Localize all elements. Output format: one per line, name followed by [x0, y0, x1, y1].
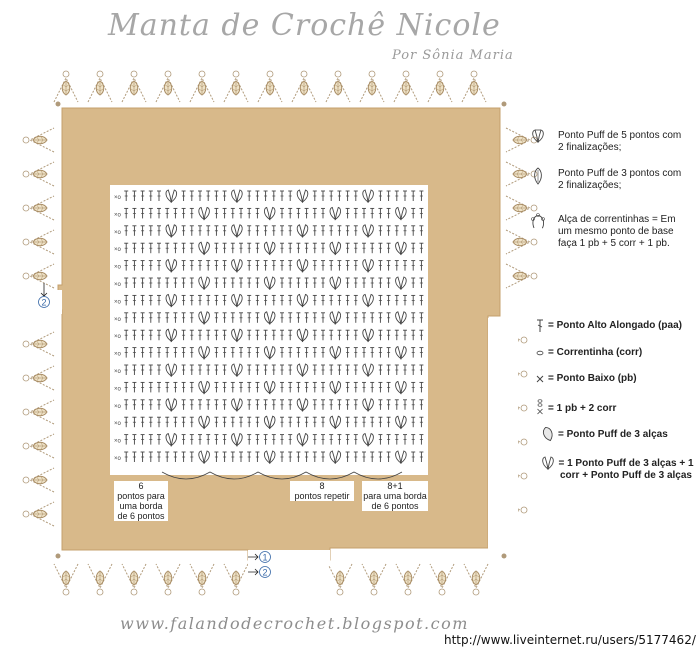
long-treble-icon — [537, 320, 543, 332]
lace-motif — [360, 71, 384, 102]
lace-motif — [506, 264, 537, 288]
legend-item-puff-3-loops: = Ponto Puff de 3 alças — [558, 429, 668, 440]
sc-stitch-mark: ×o — [114, 282, 121, 288]
note-right-text: para uma borda de 6 pontos — [363, 491, 427, 511]
lace-motif — [224, 564, 248, 595]
lace-motif — [506, 230, 537, 254]
lace-motif — [23, 162, 54, 186]
frame-notch-right — [488, 318, 518, 550]
source-url: http://www.liveinternet.ru/users/5177462/ — [444, 633, 696, 647]
sc-stitch-mark: ×o — [114, 316, 121, 323]
lace-motif — [428, 71, 452, 102]
lace-motif — [190, 564, 214, 595]
lace-motif — [23, 468, 54, 492]
note-right — [362, 481, 428, 511]
lace-motif — [506, 162, 537, 186]
lace-motif — [88, 71, 112, 102]
sc-stitch-mark: ×o — [114, 438, 121, 445]
marker-label-2-left: 2 — [41, 297, 47, 308]
sc-stitch-mark: ×o — [114, 386, 121, 393]
lace-motif — [394, 71, 418, 102]
legend-item-long-treble: = Ponto Alto Alongado (paa) — [548, 320, 682, 331]
lace-motif — [292, 71, 316, 102]
corner-picot — [56, 554, 61, 559]
puff-3-stitch-icon — [535, 168, 542, 184]
lace-motif — [328, 564, 352, 595]
lace-motif — [326, 71, 350, 102]
lace-motif — [88, 564, 112, 595]
lace-motif — [54, 564, 78, 595]
arrow-down-icon — [41, 283, 47, 296]
corner-picot — [502, 102, 507, 107]
lace-motif — [23, 400, 54, 424]
single-crochet-icon — [537, 376, 543, 382]
lace-motif — [430, 564, 454, 595]
sc-stitch-mark: ×o — [114, 334, 121, 341]
legend-item-puff-3: Ponto Puff de 3 pontos com 2 finalizações; — [558, 168, 682, 191]
corner-picot — [502, 554, 507, 559]
note-left-text: pontos para uma borda de 6 pontos — [117, 491, 165, 521]
sc-2ch-icon — [538, 400, 543, 414]
lace-motif — [464, 564, 488, 595]
lace-motif — [362, 564, 386, 595]
legend-item-chain-loop: Alça de correntinhas = Em um mesmo ponto de base faça 1 pb + 5 corr + 1 pb. — [558, 214, 676, 249]
sc-stitch-mark: ×o — [114, 369, 121, 375]
lace-motif — [190, 71, 214, 102]
blog-watermark: www.falandodecrochet.blogspot.com — [120, 614, 469, 633]
legend-item-double-puff: = 1 Ponto Puff de 3 alças + 1 corr + Ponto Puff de 3 alças — [558, 458, 694, 481]
note-left-count: 6 — [138, 481, 144, 491]
diagram-title: Manta de Crochê Nicole — [108, 8, 501, 43]
lace-motif — [23, 264, 54, 288]
puff-5-stitch-icon — [533, 130, 544, 142]
note-middle-text: pontos repetir — [294, 491, 350, 501]
legend-item-sc-2ch: = 1 pb + 2 corr — [548, 403, 617, 414]
sc-stitch-mark: ×o — [114, 351, 121, 358]
double-puff-icon — [543, 457, 554, 469]
note-middle — [290, 481, 354, 501]
sc-stitch-mark: ×o — [114, 229, 121, 236]
lace-motif — [156, 71, 180, 102]
legend-item-chain: = Correntinha (corr) — [548, 347, 643, 358]
author-credit: Por Sônia Maria — [392, 48, 514, 63]
marker-label-1: 1 — [262, 552, 268, 563]
lace-motif — [54, 71, 78, 102]
sc-stitch-mark: ×o — [114, 195, 121, 201]
legend-item-puff-5: Ponto Puff de 5 pontos com 2 finalizações; — [558, 130, 682, 153]
lace-motif — [23, 196, 54, 220]
sc-stitch-mark: ×o — [114, 403, 121, 410]
chain-icon — [537, 351, 543, 355]
note-left — [114, 481, 168, 521]
lace-motif — [506, 196, 537, 220]
legend-item-single-crochet: = Ponto Baixo (pb) — [548, 373, 637, 384]
sc-stitch-mark: ×o — [114, 247, 121, 254]
lace-motif — [156, 564, 180, 595]
sc-stitch-mark: ×o — [114, 299, 121, 306]
sc-stitch-mark: ×o — [114, 456, 121, 462]
lace-motif — [23, 230, 54, 254]
lace-motif — [122, 564, 146, 595]
sc-stitch-mark: ×o — [114, 421, 121, 428]
chain-loop-icon — [532, 214, 545, 229]
note-right-count: 8+1 — [387, 481, 403, 491]
sc-stitch-mark: ×o — [114, 264, 121, 271]
lace-motif — [506, 128, 537, 152]
lace-motif — [224, 71, 248, 102]
lace-motif — [258, 71, 282, 102]
lace-motif — [462, 71, 486, 102]
lace-motif — [122, 71, 146, 102]
lace-motif — [23, 128, 54, 152]
sc-stitch-mark: ×o — [114, 212, 121, 219]
lace-motif — [23, 332, 54, 356]
arrow-right-icon — [248, 569, 258, 575]
lace-motif — [23, 434, 54, 458]
lace-motif — [23, 502, 54, 526]
corner-picot — [56, 102, 61, 107]
note-middle-count: 8 — [319, 481, 325, 491]
lace-motif — [23, 366, 54, 390]
lace-motif — [396, 564, 420, 595]
puff-3-loops-icon — [542, 426, 555, 442]
marker-label-2-bottom: 2 — [262, 567, 268, 578]
